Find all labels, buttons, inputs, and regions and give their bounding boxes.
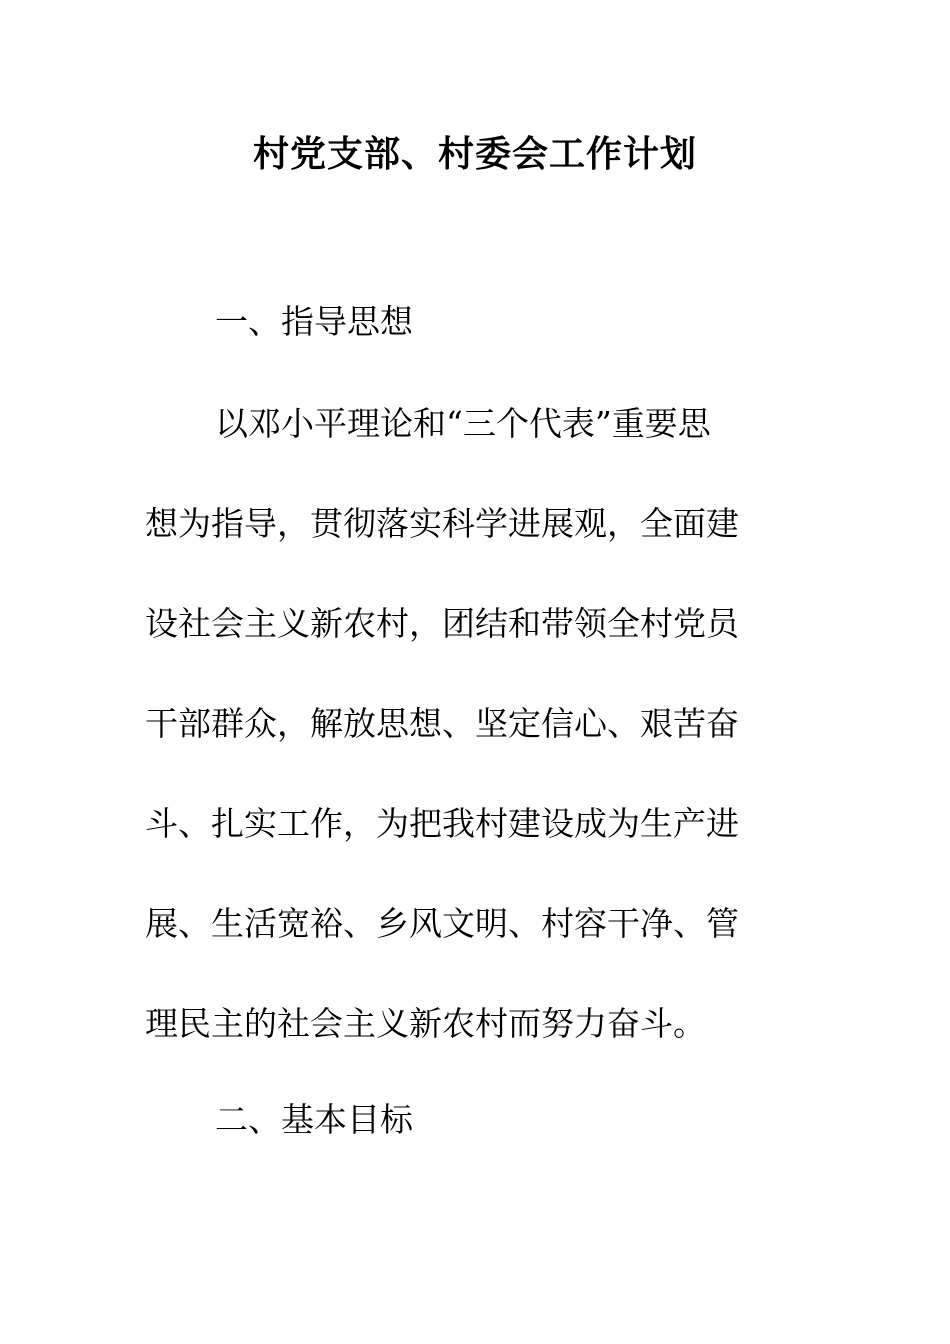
paragraph-line: 想为指导，贯彻落实科学进展观，全面建 (145, 504, 739, 543)
paragraph-line: 设社会主义新农村，团结和带领全村党员 (145, 604, 739, 643)
paragraph-line: 以邓小平理论和“三个代表”重要思 (215, 404, 711, 443)
section-heading-guiding-ideology: 一、指导思想 (215, 302, 413, 341)
section-heading-basic-goals: 二、基本目标 (215, 1100, 413, 1139)
paragraph-line: 展、生活宽裕、乡风文明、村容干净、管 (145, 904, 739, 943)
paragraph-line: 斗、扎实工作，为把我村建设成为生产进 (145, 804, 739, 843)
paragraph-line: 理民主的社会主义新农村而努力奋斗。 (145, 1004, 706, 1043)
page-title: 村党支部、村委会工作计划 (252, 133, 697, 175)
paragraph-line: 干部群众，解放思想、坚定信心、艰苦奋 (145, 704, 739, 743)
